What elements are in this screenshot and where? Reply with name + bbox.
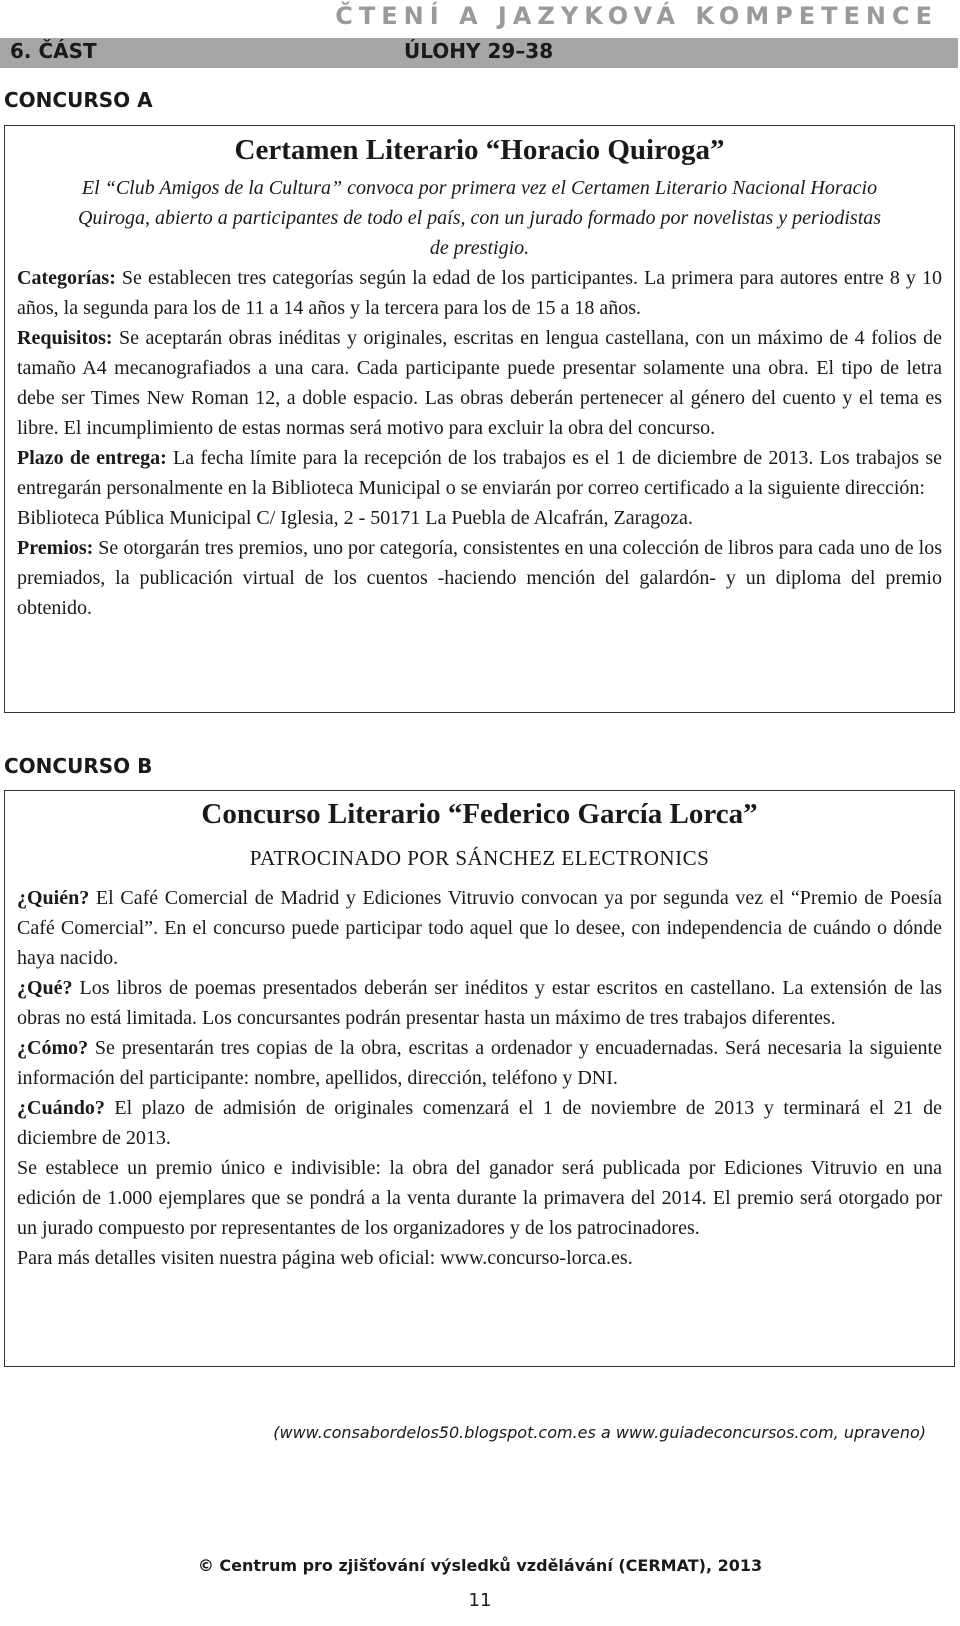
concurso-a-intro: El “Club Amigos de la Cultura” convoca por primera vez el Certamen Literario Nacional Horacio Quiroga, abierto a participantes de todo el país, con un jurado formado por novelistas y periodistas de prestigio.: [77, 177, 882, 259]
concurso-a-label: CONCURSO A: [4, 88, 153, 112]
premios-text: Se otorgarán tres premios, uno por categoría, consistentes en una colección de libros para cada uno de los premiados, la publicación virtual de los cuentos -haciendo mención del galardón- y un diploma del premio obtenido.: [17, 537, 942, 619]
address-text: Biblioteca Pública Municipal C/ Iglesia, 2 - 50171 La Puebla de Alcafrán, Zaragoza.: [17, 507, 693, 529]
concurso-b-subtitle: PATROCINADO POR SÁNCHEZ ELECTRONICS: [249, 846, 710, 870]
tasks-label: ÚLOHY 29–38: [404, 39, 554, 63]
quien-heading: ¿Quién?: [17, 887, 90, 909]
footer-copyright: © Centrum pro zjišťování výsledků vzdělávání (CERMAT), 2013: [197, 1556, 763, 1575]
concurso-a-requisitos: [17, 323, 942, 443]
concurso-a-premios: [17, 533, 942, 623]
categorias-heading: Categorías:: [17, 267, 116, 289]
que-text: Los libros de poemas presentados deberán ser inéditos y estar escritos en castellano. La extensión de las obras no está limitada. Los concursantes podrán presentar hasta un máximo de tres trabajos diferentes.: [17, 977, 942, 1029]
concurso-b-como: [17, 1033, 942, 1093]
categorias-text: Se establecen tres categorías según la edad de los participantes. La primera para autores entre 8 y 10 años, la segunda para los de 11 a 14 años y la tercera para los de 15 a 18 años.: [17, 267, 942, 319]
concurso-b-label: CONCURSO B: [4, 754, 153, 778]
concurso-a-box: [4, 125, 955, 713]
page-number: 11: [468, 1590, 492, 1611]
web-text: Para más detalles visiten nuestra página web oficial: www.concurso-lorca.es.: [17, 1247, 633, 1269]
concurso-a-address: [17, 503, 942, 533]
cuando-heading: ¿Cuándo?: [17, 1097, 105, 1119]
concurso-a-title: Certamen Literario “Horacio Quiroga”: [234, 134, 725, 166]
quien-text: El Café Comercial de Madrid y Ediciones Vitruvio convocan ya por segunda vez el “Premio de Poesía Café Comercial”. En el concurso puede participar todo aquel que lo desee, con independencia de cuándo o dónde haya nacido.: [17, 887, 942, 969]
concurso-a-categorias: [17, 263, 942, 323]
premio-text: Se establece un premio único e indivisible: la obra del ganador será publicada por Ediciones Vitruvio en una edición de 1.000 ejemplares que se pondrá a la venta durante la primavera del 2014. El premio será otorgado por un jurado compuesto por representantes de los organizadores y de los patrocinadores.: [17, 1157, 942, 1239]
source-citation: (www.consabordelos50.blogspot.com.es a www.guiadeconcursos.com, upraveno): [273, 1423, 926, 1442]
concurso-b-quien: [17, 883, 942, 973]
concurso-b-premio: [17, 1153, 942, 1243]
concurso-b-cuando: [17, 1093, 942, 1153]
concurso-b-web: [17, 1243, 942, 1273]
concurso-b-title: Concurso Literario “Federico García Lorca”: [201, 798, 758, 830]
section-title: ČTENÍ A JAZYKOVÁ KOMPETENCE: [335, 2, 938, 30]
concurso-b-que: [17, 973, 942, 1033]
plazo-heading: Plazo de entrega:: [17, 447, 167, 469]
premios-heading: Premios:: [17, 537, 94, 559]
concurso-a-plazo: [17, 443, 942, 503]
plazo-text: La fecha límite para la recepción de los trabajos es el 1 de diciembre de 2013. Los trabajos se entregarán personalmente en la Biblioteca Municipal o se enviarán por correo certificado a la siguiente dirección:: [17, 447, 942, 499]
como-heading: ¿Cómo?: [17, 1037, 89, 1059]
concurso-b-box: [4, 790, 955, 1367]
part-label: 6. ČÁST: [10, 39, 97, 63]
requisitos-heading: Requisitos:: [17, 327, 113, 349]
cuando-text: El plazo de admisión de originales comenzará el 1 de noviembre de 2013 y terminará el 21 de diciembre de 2013.: [17, 1097, 942, 1149]
como-text: Se presentarán tres copias de la obra, escritas a ordenador y encuadernadas. Será necesaria la siguiente información del participante: nombre, apellidos, dirección, teléfono y DNI.: [17, 1037, 942, 1089]
requisitos-text: Se aceptarán obras inéditas y originales, escritas en lengua castellana, con un máximo de 4 folios de tamaño A4 mecanografiados a una cara. Cada participante puede presentar solamente una obra. El tipo de letra debe ser Times New Roman 12, a doble espacio. Las obras deberán pertenecer al género del cuento y el tema es libre. El incumplimiento de estas normas será motivo para excluir la obra del concurso.: [17, 327, 942, 439]
que-heading: ¿Qué?: [17, 977, 73, 999]
